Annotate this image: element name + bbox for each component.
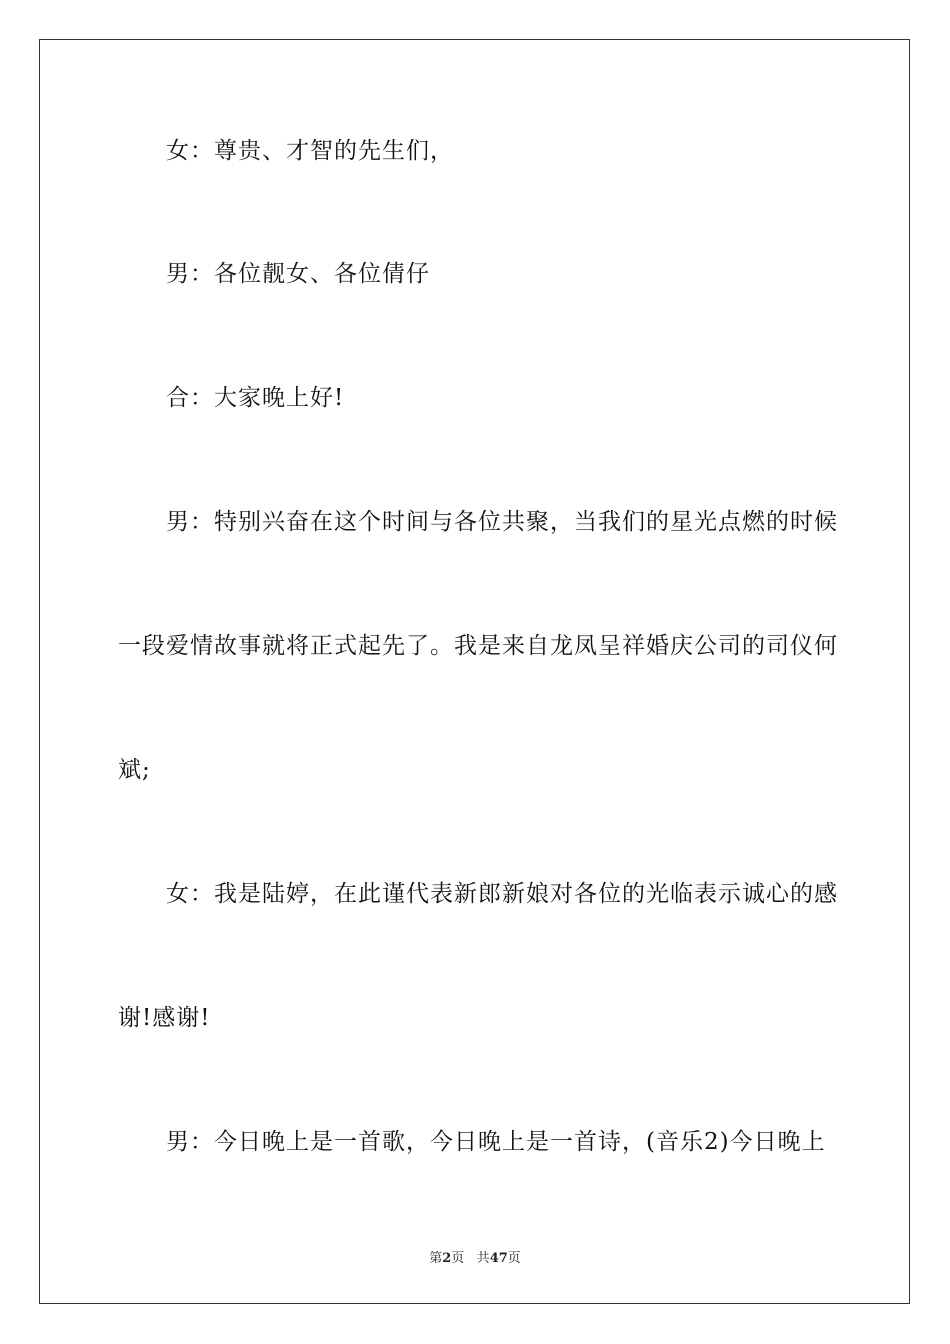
paragraph-line: 男：特别兴奋在这个时间与各位共聚，当我们的星光点燃的时候 — [166, 509, 838, 535]
total-prefix: 共 — [476, 1251, 490, 1266]
page-suffix: 页 — [451, 1251, 465, 1266]
paragraph-line: 斌; — [118, 757, 151, 783]
page-border — [39, 39, 910, 1304]
total-suffix: 页 — [507, 1251, 521, 1266]
page-number: 2 — [442, 1251, 452, 1266]
paragraph-line: 男：各位靓女、各位倩仔 — [166, 261, 430, 287]
paragraph-line: 谢!感谢! — [118, 1005, 211, 1031]
paragraph-line: 合：大家晚上好! — [166, 385, 345, 411]
paragraph-line: 女：尊贵、才智的先生们， — [166, 138, 454, 164]
total-pages: 47 — [489, 1251, 508, 1266]
paragraph-line: 一段爱情故事就将正式起先了。我是来自龙凤呈祥婚庆公司的司仪何 — [118, 633, 838, 659]
page-footer — [0, 1247, 950, 1266]
paragraph-line: 男：今日晚上是一首歌，今日晚上是一首诗，(音乐2)今日晚上 — [166, 1129, 826, 1155]
page-prefix: 第 — [429, 1251, 443, 1266]
paragraph-line: 女：我是陆婷，在此谨代表新郎新娘对各位的光临表示诚心的感 — [166, 881, 838, 907]
